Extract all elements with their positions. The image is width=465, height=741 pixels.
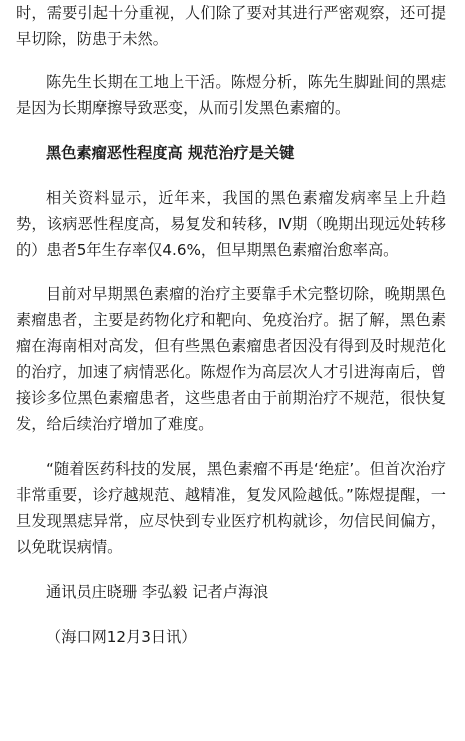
paragraph-quote: “随着医药科技的发展，黑色素瘤不再是‘绝症’。但首次治疗非常重要，诊疗越规范、越精准，复发风险越低。”陈煜提醒，一旦发现黑痣异常，应尽快到专业医疗机构就诊，勿信民间偏方，以免耽误病情。 — [16, 460, 446, 556]
paragraph-continued: 时，需要引起十分重视，人们除了要对其进行严密观察，还可提早切除，防患于未然。 — [16, 4, 446, 48]
paragraph-treatment: 目前对早期黑色素瘤的治疗主要靠手术完整切除，晚期黑色素瘤患者，主要是药物化疗和靶向、免疫治疗。据了解，黑色素瘤在海南相对高发，但有些黑色素瘤患者因没有得到及时规范化的治疗，加速了病情恶化。陈煜作为高层次人才引进海南后，曾接诊多位黑色素瘤患者，这些患者由于前期治疗不规范，很快复发，给后续治疗增加了难度。 — [16, 285, 446, 433]
section-heading: 黑色素瘤恶性程度高 规范治疗是关键 — [46, 144, 295, 162]
article-body — [16, 0, 446, 650]
paragraph-statistics: 相关资料显示，近年来，我国的黑色素瘤发病率呈上升趋势，该病恶性程度高，易复发和转移，Ⅳ期（晚期出现远处转移的）患者5年生存率仅4.6%，但早期黑色素瘤治愈率高。 — [16, 189, 446, 259]
dateline: （海口网12月3日讯） — [46, 628, 197, 646]
paragraph-patient-history: 陈先生长期在工地上干活。陈煜分析，陈先生脚趾间的黑痣是因为长期摩擦导致恶变，从而引发黑色素瘤的。 — [16, 73, 446, 117]
byline: 通讯员庄晓珊 李弘毅 记者卢海浪 — [46, 583, 269, 601]
